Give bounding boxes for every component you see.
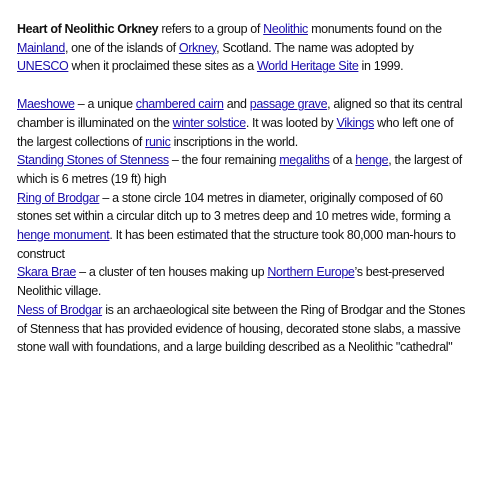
- link-henge-monument[interactable]: henge monument: [17, 228, 110, 243]
- link-chambered-cairn[interactable]: chambered cairn: [135, 97, 224, 112]
- site-ness-of-brodgar: [17, 301, 467, 357]
- text: is an archaeological site between the Ring of Brodgar and the Stones of Stenness that has provided evidence of housing, decorated stone slabs, a massive stone wall with foundations, and a large building described as a Neolithic "cathedral": [17, 302, 465, 355]
- link-neolithic[interactable]: Neolithic: [263, 22, 308, 36]
- link-passage-grave[interactable]: passage grave: [249, 97, 328, 112]
- text: – a stone circle 104 metres in diameter, originally composed of 60 stones set within a circular ditch up to 3 metres deep and 10 metres wide, forming a: [17, 190, 451, 224]
- text: , one of the islands of: [64, 40, 179, 55]
- text: , the largest of which is 6 metres (19 ft) high: [17, 153, 462, 186]
- article-body: [17, 20, 467, 357]
- link-runic[interactable]: runic: [145, 134, 171, 149]
- text: refers to a group of: [158, 22, 264, 36]
- link-henge[interactable]: henge: [355, 153, 389, 168]
- text: – the four remaining: [168, 153, 280, 168]
- link-unesco[interactable]: UNESCO: [17, 59, 69, 74]
- article-title: Heart of Neolithic Orkney: [17, 22, 159, 36]
- link-ness-of-brodgar[interactable]: Ness of Brodgar: [17, 302, 103, 317]
- link-ring-of-brodgar[interactable]: Ring of Brodgar: [17, 190, 100, 205]
- text: – a unique: [74, 97, 136, 112]
- link-megaliths[interactable]: megaliths: [279, 153, 330, 168]
- text: monuments found on the: [307, 22, 442, 36]
- site-stenness: [17, 151, 467, 188]
- link-maeshowe[interactable]: Maeshowe: [17, 97, 75, 112]
- text: ’s best-preserved Neolithic village.: [17, 265, 445, 299]
- link-winter-solstice[interactable]: winter solstice: [172, 115, 246, 130]
- text: , Scotland. The name was adopted by: [216, 40, 414, 55]
- link-standing-stones-of-stenness[interactable]: Standing Stones of Stenness: [17, 153, 169, 168]
- text: in 1999.: [358, 59, 404, 74]
- text: of a: [329, 153, 356, 168]
- link-mainland[interactable]: Mainland: [17, 40, 65, 55]
- site-skara-brae: [17, 263, 467, 300]
- link-vikings[interactable]: Vikings: [336, 115, 375, 130]
- text: and: [223, 97, 250, 112]
- text: , aligned so that its central chamber is illuminated on the: [17, 97, 463, 130]
- link-skara-brae[interactable]: Skara Brae: [17, 265, 77, 280]
- text: – a cluster of ten houses making up: [76, 265, 268, 280]
- text: who left one of the largest collections of: [17, 115, 454, 149]
- text: . It was looted by: [245, 115, 337, 130]
- link-orkney[interactable]: Orkney: [178, 40, 217, 55]
- text: . It has been estimated that the structure took 80,000 man-hours to construct: [17, 228, 456, 261]
- site-maeshowe: [17, 95, 467, 151]
- text: inscriptions in the world.: [170, 134, 298, 149]
- text: when it proclaimed these sites as a: [68, 59, 257, 74]
- link-world-heritage-site[interactable]: World Heritage Site: [256, 59, 359, 74]
- intro-paragraph: [17, 20, 467, 76]
- site-ring-of-brodgar: [17, 189, 467, 264]
- link-northern-europe[interactable]: Northern Europe: [267, 265, 355, 280]
